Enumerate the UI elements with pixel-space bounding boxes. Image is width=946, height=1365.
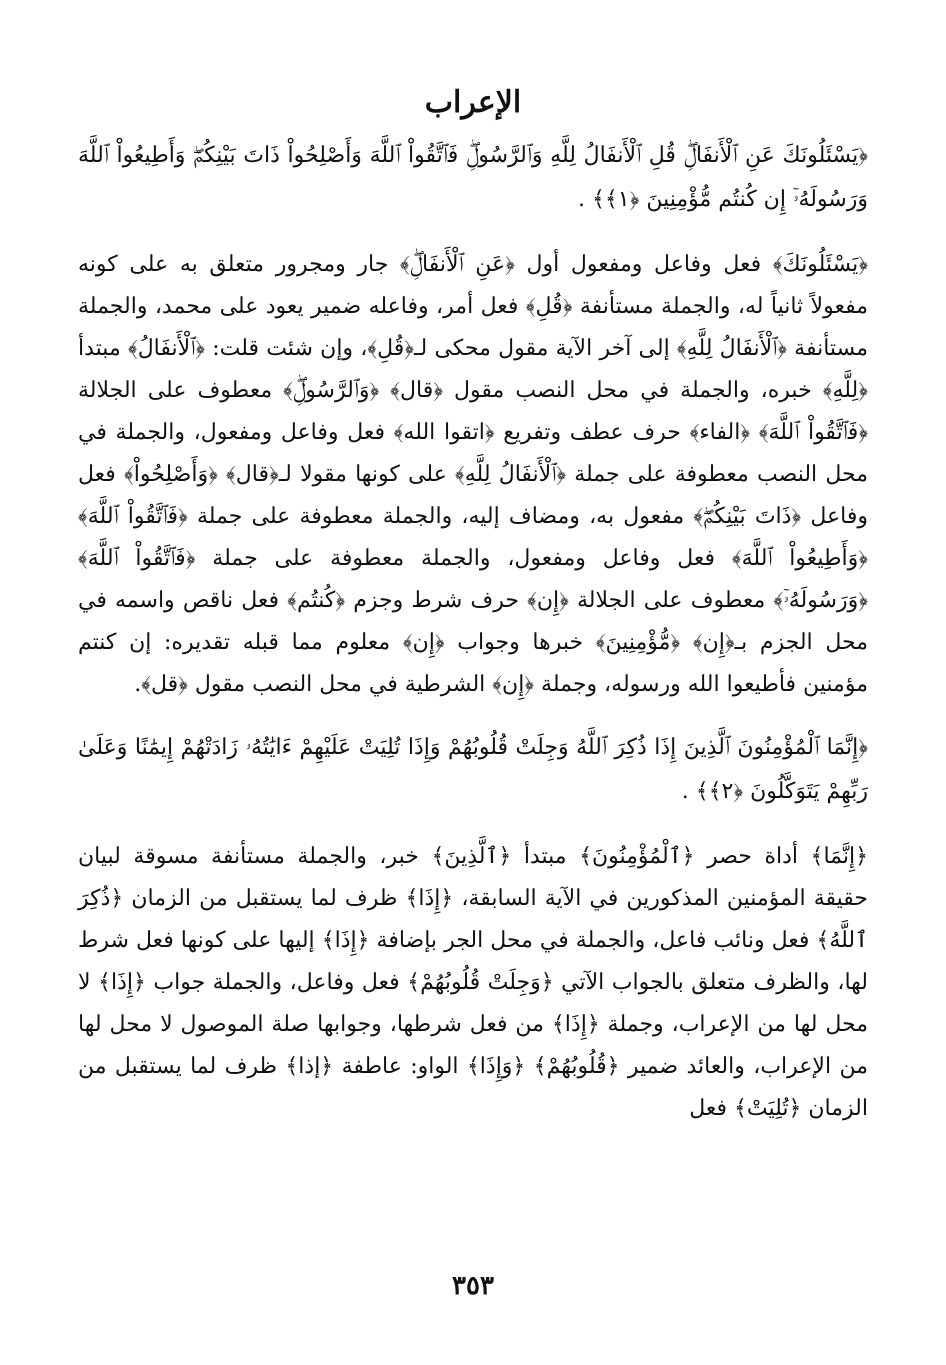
page-number: ٣٥٣ <box>452 1271 494 1301</box>
page-title: الإعراب <box>424 85 522 120</box>
document-page <box>78 80 868 1305</box>
quran-verse-1: ﴿يَسْئَلُونَكَ عَنِ ٱلْأَنفَالِۖ قُلِ ٱلْأَنفَالُ لِلَّهِ وَٱلرَّسُولِۖ فَٱتَّقُواْ ٱللَّهَ وَأَصْلِحُواْ ذَاتَ بَيْنِكُمْۖ وَأَطِيعُواْ ٱللَّهَ وَرَسُولَهُۥٓ إِن كُنتُم مُّؤْمِنِينَ ﴿١﴾﴾ . <box>78 143 868 212</box>
quran-verse-2: ﴿إِنَّمَا ٱلْمُؤْمِنُونَ ٱلَّذِينَ إِذَا ذُكِرَ ٱللَّهُ وَجِلَتْ قُلُوبُهُمْ وَإِذَا تُلِيَتْ عَلَيْهِمْ ءَايَٰتُهُۥ زَادَتْهُمْ إِيمَٰنًا وَعَلَىٰ رَبِّهِمْ يَتَوَكَّلُونَ ﴿٢﴾﴾ . <box>78 735 868 804</box>
paragraph-spacer <box>78 706 868 726</box>
grammar-analysis-paragraph-1: ﴿يَسْئَلُونَكَ﴾ فعل وفاعل ومفعول أول ﴿عَنِ ٱلْأَنفَالِۖ﴾ جار ومجرور متعلق به على كونه مفعولاً ثانياً له، والجملة مستأنفة ﴿قُلِ﴾ فعل أمر، وفاعله ضمير يعود على محمد، والجملة مستأنفة ﴿ٱلْأَنفَالُ لِلَّهِ﴾ إلى آخر الآية مقول محكى لـ﴿قُلِ﴾، وإن شئت قلت: ﴿ٱلْأَنفَالُ﴾ مبتدأ ﴿لِلَّهِ﴾ خبره، والجملة في محل النصب مقول ﴿قال﴾ ﴿وَٱلرَّسُولِۖ﴾ معطوف على الجلالة ﴿فَٱتَّقُواْ ٱللَّهَ﴾ ﴿الفاء﴾ حرف عطف وتفريع ﴿اتقوا الله﴾ فعل وفاعل ومفعول، والجملة في محل النصب معطوفة على جملة ﴿ٱلْأَنفَالُ لِلَّهِ﴾ على كونها مقولا لـ﴿قال﴾ ﴿وَأَصْلِحُواْ﴾ فعل وفاعل ﴿ذَاتَ بَيْنِكُمْۖ﴾ مفعول به، ومضاف إليه، والجملة معطوفة على جملة ﴿فَٱتَّقُواْ ٱللَّهَ﴾ ﴿وَأَطِيعُواْ ٱللَّهَ﴾ فعل وفاعل ومفعول، والجملة معطوفة على جملة ﴿فَٱتَّقُواْ ٱللَّهَ﴾ ﴿وَرَسُولَهُۥٓ﴾ معطوف على الجلالة ﴿إِن﴾ حرف شرط وجزم ﴿كُنتُم﴾ فعل ناقص واسمه في محل الجزم بـ﴿إِن﴾ ﴿مُّؤْمِنِينَ﴾ خبرها وجواب ﴿إِن﴾ معلوم مما قبله تقديره: إن كنتم مؤمنين فأطيعوا الله ورسوله، وجملة ﴿إِن﴾ الشرطية في محل النصب مقول ﴿قل﴾. <box>78 252 868 697</box>
grammar-analysis-paragraph-2: ﴿إِنَّمَا﴾ أداة حصر ﴿ٱلْمُؤْمِنُونَ﴾ مبتدأ ﴿ٱلَّذِينَ﴾ خبر، والجملة مستأنفة مسوقة لبيان حقيقة المؤمنين المذكورين في الآية السابقة، ﴿إِذَا﴾ ظرف لما يستقبل من الزمان ﴿ذُكِرَ ٱللَّهُ﴾ فعل ونائب فاعل، والجملة في محل الجر بإضافة ﴿إِذَا﴾ إليها على كونها فعل شرط لها، والظرف متعلق بالجواب الآتي ﴿وَجِلَتْ قُلُوبُهُمْ﴾ فعل وفاعل، والجملة جواب ﴿إِذَا﴾ لا محل لها من الإعراب، وجملة ﴿إِذَا﴾ من فعل شرطها، وجوابها صلة الموصول لا محل لها من الإعراب، والعائد ضمير ﴿قُلُوبُهُمْ﴾ ﴿وَإِذَا﴾ الواو: عاطفة ﴿إذا﴾ ظرف لما يستقبل من الزمان ﴿تُلِيَتْ﴾ فعل <box>78 844 868 1121</box>
